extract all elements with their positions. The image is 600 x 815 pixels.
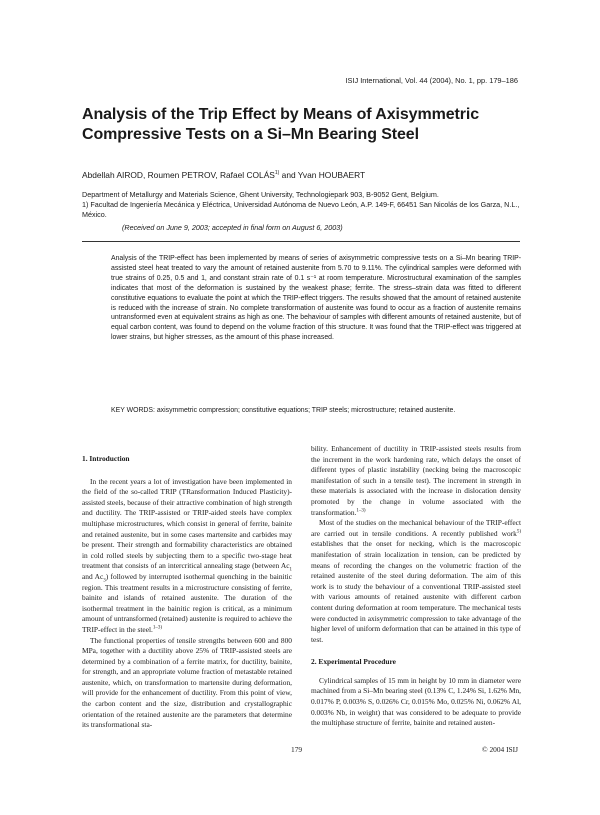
keywords-text: KEY WORDS: axisymmetric compression; constitutive equations; TRIP steels; microstructure; retained austenite. [111, 407, 456, 414]
received-dates: (Received on June 9, 2003; accepted in final form on August 6, 2003) [122, 223, 343, 232]
body-column-right [311, 444, 521, 729]
page-number: 179 [291, 745, 303, 754]
affiliation-nuevo-leon: 1) Facultad de Ingeniería Mecánica y Eléctrica, Universidad Autónoma de Nuevo León, A.P. 149-F, 66451 San Nicolás de los Garza, N.L., México. [82, 200, 520, 219]
experimental-paragraph-1: Cylindrical samples of 15 mm in height by 10 mm in diameter were machined from a Si–Mn bearing steel (0.13% C, 1.24% Si, 1.62% Mn, 0.017% P, 0.003% S, 0.026% Cr, 0.015% Mo, 0.025% Ni, 0.062% Al, 0.003% Nb, in weight) that was considered to be adequate to provide the multiphase structure of ferrite, bainite and retained austen- [311, 675, 521, 728]
intro-paragraph-2: The functional properties of tensile strengths between 600 and 800 MPa, together with a ductility above 25% of TRIP-assisted steels are determined by a combination of a ferrite matrix, for ductility, bainite, for strength, and an appropriate volume fraction of metastable retained austenite, which, on transformation to martensite during deformation, will provide for the enhancement of ductility. From this point of view, the carbon content and the size, distribution and crystallographic orientation of the retained austenite are the parameters that determine its transformational sta- [82, 635, 292, 730]
copyright-notice: © 2004 ISIJ [481, 745, 518, 754]
journal-citation: ISIJ International, Vol. 44 (2004), No. 1, pp. 179–186 [345, 76, 518, 85]
intro-paragraph-3: bility. Enhancement of ductility in TRIP-assisted steels results from the increment in the work hardening rate, which delays the onset of different types of plastic instability (necking being the macroscopic manifestation of such in a tensile test). The increment in strength in these materials is associated with the increase in dislocation density promoted by the change in volume associated with the transformation.$^{1-3)}$ [311, 444, 521, 517]
authors-last: and Yvan HOUBAERT [279, 170, 366, 180]
title-line-1: Analysis of the Trip Effect by Means of Axisymmetric [82, 106, 479, 123]
section-heading-introduction: 1. Introduction [82, 454, 130, 463]
authors-first: Abdellah AIROD, Roumen PETROV, Rafael COLÁS [82, 170, 275, 180]
intro-paragraph-1: In the recent years a lot of investigation have been implemented in the field of the so-called TRIP (TRansformation Induced Plasticity)-assisted steels, because of their attractive combination of high strength and ductility. The TRIP-assisted or TRIP-aided steels have complex multiphase microstructures, which consist in general of ferrite, bainite and retained austenite, but in some cases martensite and carbides may be present. Their strength and formability characteristics are obtained in cold rolled steels by subjecting them to a specific two-stage heat treatment that consists of an intercritical annealing stage (between $Ac_1$ and $Ac_3$) followed by interrupted isothermal quenching in the bainitic region. This treatment results in a microstructure consisting of ferrite, bainite and islands of retained austenite. The duration of the isothermal treatment in the bainitic region is critical, as a minimum amount of untransformed (retained) austenite is required to achieve the TRIP-effect in the steel.$^{1-3)}$ [82, 476, 292, 634]
section-heading-experimental: 2. Experimental Procedure [311, 657, 396, 667]
body-column-left [82, 454, 292, 731]
title-line-2: Compressive Tests on a Si–Mn Bearing Steel [82, 126, 419, 143]
affiliations [82, 190, 520, 220]
author-affiliation-marker: 1) [274, 170, 280, 177]
paper-title [82, 105, 522, 145]
intro-paragraph-4: Most of the studies on the mechanical behaviour of the TRIP-effect are carried out in tensile conditions. A recently published work$^{5)}$ establishes that the onset for necking, which is the macroscopic manifestation of strain localization in tension, can be predicted by means of recording the changes on the volumetric fraction of the retained austenite of the steel during deformation. The aim of this work is to study the behaviour of a conventional TRIP-assisted steel with various amounts of retained austenite with different carbon content during deformation at room temperature. The mechanical tests were conducted in axisymmetric compression to take advantage of the higher level of uniform deformation that can be attained in this type of test. [311, 518, 521, 644]
author-list [82, 170, 365, 180]
abstract-text: Analysis of the TRIP-effect has been implemented by means of series of axisymmetric compressive tests on a Si–Mn bearing TRIP-assisted steel heat treated to vary the amount of retained austenite from 5.70 to 9.11%. The cylindrical samples were deformed with true strains of 0.25, 0.5 and 1, and constant strain rate of 0.1 s⁻¹ at room temperature. Microstructural examination of the samples indicates that most of the deformation is sustained by the weakest phase; ferrite. The stress–strain data was fitted to different constitutive equations to evaluate the point at which the TRIP-effect triggers. The results showed that the amount of retained austenite is reduced with the increase of strain. No complete transformation of austenite was found to occur as a fraction of austenite remains untransformed even at equivalent strains as high as one. The behaviour of samples with different amounts of retained austenite, but of equal carbon content, was found to depend on the volume fraction of this structure. It was found that the TRIP-effect was triggered at lower strains, but higher stresses, as the amount of this phase increased. [111, 255, 521, 342]
affiliation-ghent: Department of Metallurgy and Materials Science, Ghent University, Technologiepark 903, B-9052 Gent, Belgium. [82, 190, 439, 199]
header-divider [82, 241, 520, 242]
